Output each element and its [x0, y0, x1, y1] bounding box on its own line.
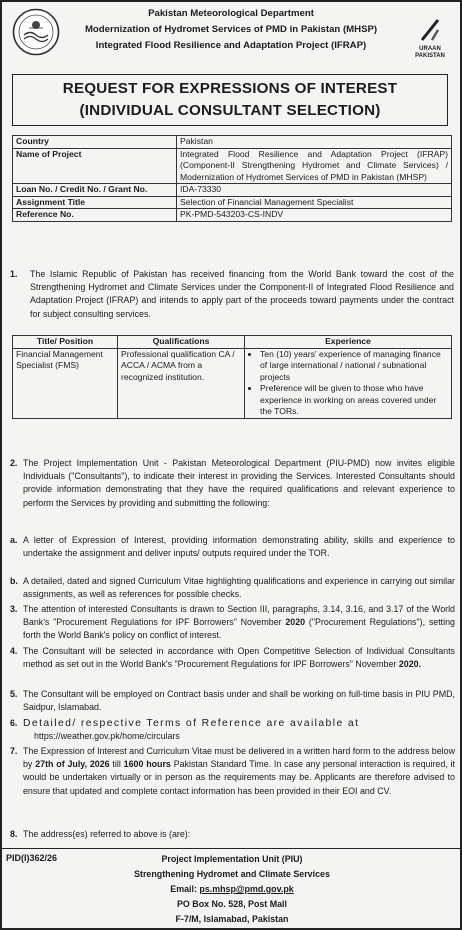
list-item: • Ten (10) years' experience of managing finance of large international / national / subnational projects: [260, 349, 448, 384]
para-7-text-b: till: [109, 759, 124, 770]
header-line-1: Pakistan Meteorological Department: [148, 8, 314, 19]
email-link[interactable]: ps.mhsp@pmd.gov.pk: [199, 884, 294, 894]
para-4-number: 4.: [10, 646, 18, 656]
table-row: [13, 148, 452, 184]
item-a-label: a.: [10, 535, 18, 545]
info-value: IDA-73330: [177, 184, 452, 197]
info-key: Reference No.: [13, 209, 177, 222]
para-6-number: 6.: [10, 718, 18, 728]
info-key: Loan No. / Credit No. / Grant No.: [13, 184, 177, 197]
qualification-table: [12, 335, 452, 419]
experience-list: [248, 349, 448, 418]
para-8-text: The address(es) referred to above is (are):: [23, 829, 191, 839]
pakistan-word: PAKISTAN: [415, 52, 445, 59]
header-line-3: Integrated Flood Resilience and Adaptation Project (IFRAP): [95, 40, 367, 51]
column-header: Title/ Position: [13, 336, 118, 349]
footer-line-4: PO Box No. 528, Post Mall: [177, 899, 287, 909]
info-key: Assignment Title: [13, 196, 177, 209]
para-7-number: 7.: [10, 746, 18, 756]
info-key: Name of Project: [13, 148, 177, 184]
deadline-time: 1600 hours: [123, 759, 171, 770]
para-1-number: 1.: [10, 269, 18, 279]
para-4-text: [23, 645, 455, 671]
uraan-pakistan-logo: [410, 16, 450, 66]
para-5-text: The Consultant will be employed on Contract basis under and shall be working on full-time basis in PIU PMD, Saidpur, Islamabad.: [23, 689, 455, 713]
table-row: [13, 184, 452, 197]
info-key: Country: [13, 136, 177, 149]
uraan-logo-text: [410, 46, 450, 59]
para-7-text-a: The Expression of Interest and Curriculum Vitae must be delivered in a written hard form to the address below by: [23, 746, 455, 770]
para-7-text-c: Pakistan Standard Time. In case any personal interaction is required, it would be undertaken virtually or in person as the requirements may be. Applicants are therefore advised to ensure that updated and complete contact information has been provided in their EOI and CV.: [23, 759, 456, 796]
para-4-text-a: The Consultant will be selected in accordance with Open Competitive Selection of Individual Consultants method as set out in the World Bank's "Procurement Regulations for IPF Borrowers" November: [23, 646, 455, 670]
para-7-text: [23, 745, 455, 798]
info-value: PK-PMD-543203-CS-INDV: [177, 209, 452, 222]
column-header: Experience: [245, 336, 452, 349]
email-label: Email:: [170, 884, 200, 894]
position-cell: Financial Management Specialist (FMS): [13, 348, 118, 418]
header: [2, 2, 460, 68]
para-2-number: 2.: [10, 458, 18, 468]
table-row: [13, 196, 452, 209]
footer-line-1: Project Implementation Unit (PIU): [161, 854, 303, 864]
para-5-number: 5.: [10, 689, 18, 699]
project-info-table: [12, 135, 452, 222]
experience-cell: [245, 348, 452, 418]
table-row: [13, 209, 452, 222]
list-item: • Preference will be given to those who have experience in working on areas covered under the TORs.: [260, 383, 448, 418]
para-8-number: 8.: [10, 829, 18, 839]
info-value: Pakistan: [177, 136, 452, 149]
deadline-date: 27th of July, 2026: [35, 759, 110, 770]
title-line-1: REQUEST FOR EXPRESSIONS OF INTEREST: [62, 80, 398, 97]
para-1-text: The Islamic Republic of Pakistan has received financing from the World Bank toward the cost of the Strengthening Hydromet and Climate Services under the Component-II of Integrated Flood Resilience and Adaptation Project (IFRAP) and intends to apply part of the proceeds toward payments under the contract for subject consulting services.: [30, 269, 454, 319]
footer-email-line: [62, 882, 402, 897]
para-6-text: Detailed/ respective Terms of Reference are available at: [23, 718, 360, 729]
item-b-text: A detailed, dated and signed Curriculum Vitae highlighting qualifications and experience in carrying out similar assignments, as well as references for possible checks.: [23, 576, 455, 600]
info-value: Selection of Financial Management Specialist: [177, 196, 452, 209]
footer-divider: [2, 848, 460, 849]
qualifications-cell: Professional qualification CA / ACCA / ACMA from a recognized institution.: [118, 348, 245, 418]
para-2-text: The Project Implementation Unit - Pakistan Meteorological Department (PIU-PMD) now invites eligible Individuals ("Consultants"), to indicate their interest in providing the Services. Interested Consultants should provide information demonstrating that they have the required qualifications and relevant experience to perform the Services by providing and submitting the following:: [23, 458, 455, 508]
header-line-2: Modernization of Hydromet Services of PMD in Pakistan (MHSP): [84, 24, 378, 35]
item-a-text: A letter of Expression of Interest, providing information demonstrating ability, skills and experience to undertake the assignment and deliver inputs/ outputs required under the TOR.: [23, 535, 455, 559]
footer-line-2: Strengthening Hydromet and Climate Services: [134, 869, 330, 879]
pmd-seal-logo: [12, 8, 60, 56]
para-3-text-b: ("Procurement Regulations"), setting forth the World Bank's policy on conflict of interest.: [23, 617, 455, 641]
para-3-year: 2020: [285, 617, 306, 628]
footer-line-5: F-7/M, Islamabad, Pakistan: [175, 914, 289, 924]
table-row: [13, 136, 452, 149]
info-value: Integrated Flood Resilience and Adaptation Project (IFRAP) (Component-II Strengthening Hydromet and Climate Services) / Modernization of Hydromet Services of PMD in Pakistan (MHSP): [177, 148, 452, 184]
para-3-text: [23, 603, 455, 643]
uraan-word: URAAN: [419, 46, 441, 52]
title-box: [12, 74, 448, 126]
pid-number: PID(I)362/26: [6, 853, 58, 863]
title-line-2: (INDIVIDUAL CONSULTANT SELECTION): [79, 102, 381, 119]
column-header: Qualifications: [118, 336, 245, 349]
table-row: [13, 348, 452, 418]
para-3-text-a: The attention of interested Consultants is drawn to Section III, paragraphs, 3.14, 3.16, and 3.17 of the World Bank's "Procurement Regulations for IPF Borrowers" November: [23, 604, 455, 628]
para-3-number: 3.: [10, 604, 18, 614]
para-4-year: 2020.: [398, 659, 422, 670]
terms-of-reference-link[interactable]: https://weather.gov.pk/home/circulars: [34, 731, 180, 741]
uraan-emblem-icon: [418, 16, 442, 44]
item-b-label: b.: [10, 576, 18, 586]
table-header-row: [13, 336, 452, 349]
